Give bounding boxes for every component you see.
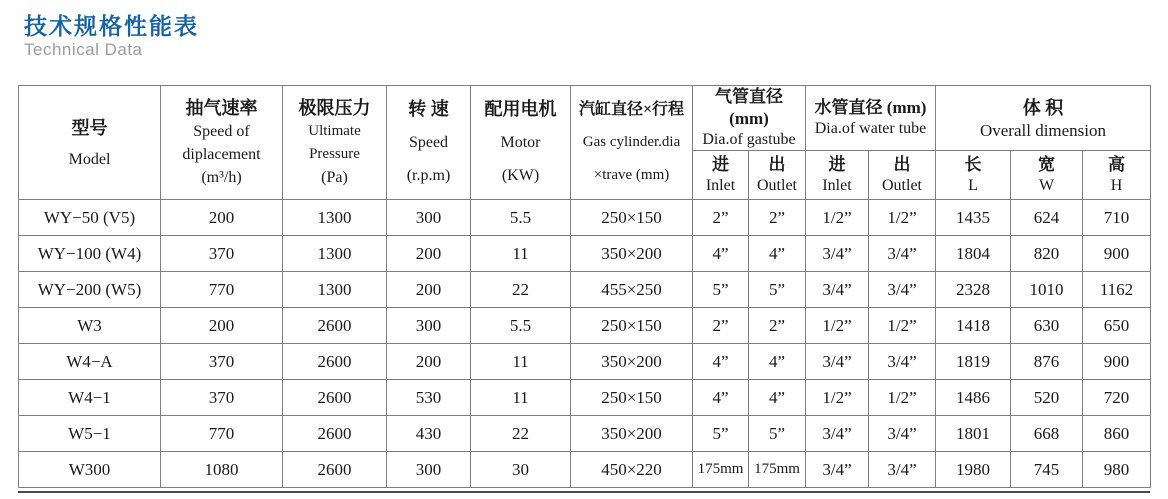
table-cell: 200 bbox=[387, 272, 471, 308]
table-cell: 250×150 bbox=[571, 200, 693, 236]
header-displacement-en2: diplacement bbox=[182, 145, 261, 163]
cell-model: W4−1 bbox=[19, 380, 161, 416]
table-cell: 30 bbox=[471, 452, 571, 488]
table-cell: 770 bbox=[161, 272, 283, 308]
table-cell: 900 bbox=[1083, 236, 1151, 272]
table-cell: 2” bbox=[749, 308, 806, 344]
table-cell: 1/2” bbox=[806, 380, 869, 416]
cell-model: W4−A bbox=[19, 344, 161, 380]
header-model bbox=[19, 86, 161, 200]
table-cell: 5” bbox=[693, 272, 749, 308]
table-cell: 175mm bbox=[693, 452, 749, 488]
table-cell: 2” bbox=[749, 200, 806, 236]
table-cell: 1/2” bbox=[869, 200, 936, 236]
header-overall-en: Overall dimension bbox=[979, 121, 1107, 140]
table-row bbox=[19, 380, 1151, 416]
table-cell: 22 bbox=[471, 416, 571, 452]
header-speed bbox=[387, 86, 471, 200]
table-cell: 745 bbox=[1011, 452, 1083, 488]
header-width-zh: 宽 bbox=[1038, 155, 1055, 174]
header-gas-inlet bbox=[693, 151, 749, 200]
table-cell: 1/2” bbox=[869, 308, 936, 344]
table-cell: 300 bbox=[387, 308, 471, 344]
header-height-zh: 高 bbox=[1108, 155, 1125, 174]
table-cell: 370 bbox=[161, 236, 283, 272]
table-cell: 2” bbox=[693, 308, 749, 344]
table-cell: 5.5 bbox=[471, 200, 571, 236]
header-overall bbox=[936, 86, 1151, 151]
header-pressure-zh: 极限压力 bbox=[298, 97, 371, 118]
table-cell: 250×150 bbox=[571, 308, 693, 344]
header-width bbox=[1011, 151, 1083, 200]
table-cell: 1162 bbox=[1083, 272, 1151, 308]
header-water-inlet-zh: 进 bbox=[828, 155, 846, 174]
header-pressure-en2: Pressure bbox=[309, 145, 360, 162]
header-height-en: H bbox=[1110, 177, 1123, 194]
table-cell: 300 bbox=[387, 452, 471, 488]
header-water-outlet-en: Outlet bbox=[882, 177, 922, 194]
cell-model: W3 bbox=[19, 308, 161, 344]
table-row bbox=[19, 416, 1151, 452]
table-cell: 3/4” bbox=[806, 452, 869, 488]
header-length bbox=[936, 151, 1011, 200]
cell-model: WY−200 (W5) bbox=[19, 272, 161, 308]
header-motor bbox=[471, 86, 571, 200]
technical-data-table bbox=[18, 85, 1151, 488]
page-title: 技术规格性能表 bbox=[24, 13, 199, 39]
header-speed-zh: 转 速 bbox=[408, 99, 449, 119]
table-cell: 2600 bbox=[283, 344, 387, 380]
header-water-tube bbox=[806, 86, 936, 151]
table-cell: 3/4” bbox=[806, 236, 869, 272]
table-cell: 1300 bbox=[283, 200, 387, 236]
cell-model: WY−100 (W4) bbox=[19, 236, 161, 272]
table-cell: 4” bbox=[749, 380, 806, 416]
header-pressure-unit: (Pa) bbox=[321, 168, 348, 186]
header-row-top bbox=[19, 86, 1151, 151]
table-cell: 350×200 bbox=[571, 236, 693, 272]
table-cell: 2600 bbox=[283, 308, 387, 344]
table-cell: 624 bbox=[1011, 200, 1083, 236]
header-displacement-en1: Speed of bbox=[193, 122, 250, 140]
header-height bbox=[1083, 151, 1151, 200]
table-row bbox=[19, 308, 1151, 344]
table-cell: 770 bbox=[161, 416, 283, 452]
table-cell: 22 bbox=[471, 272, 571, 308]
table-cell: 1/2” bbox=[806, 200, 869, 236]
table-cell: 720 bbox=[1083, 380, 1151, 416]
table-row bbox=[19, 452, 1151, 488]
table-row bbox=[19, 236, 1151, 272]
table-cell: 175mm bbox=[749, 452, 806, 488]
header-gas-inlet-en: Inlet bbox=[705, 177, 736, 194]
header-motor-zh: 配用电机 bbox=[484, 99, 557, 119]
header-water-outlet-zh: 出 bbox=[893, 155, 911, 174]
table-cell: 2” bbox=[693, 200, 749, 236]
header-gas-outlet-en: Outlet bbox=[757, 177, 797, 194]
header-displacement-zh: 抽气速率 bbox=[185, 97, 258, 118]
header-water-tube-zh: 水管直径 (mm) bbox=[814, 98, 927, 117]
table-row bbox=[19, 272, 1151, 308]
header-cylinder bbox=[571, 86, 693, 200]
header-gas-outlet bbox=[749, 151, 806, 200]
table-cell: 650 bbox=[1083, 308, 1151, 344]
table-cell: 3/4” bbox=[869, 344, 936, 380]
table-cell: 1801 bbox=[936, 416, 1011, 452]
table-cell: 1300 bbox=[283, 272, 387, 308]
table-cell: 450×220 bbox=[571, 452, 693, 488]
header-gas-tube-en: Dia.of gastube bbox=[702, 131, 796, 148]
table-cell: 200 bbox=[161, 200, 283, 236]
table-cell: 2328 bbox=[936, 272, 1011, 308]
table-cell: 710 bbox=[1083, 200, 1151, 236]
table-cell: 668 bbox=[1011, 416, 1083, 452]
header-cylinder-en2: ×trave (mm) bbox=[593, 167, 670, 183]
header-motor-en1: Motor bbox=[500, 134, 541, 151]
table-cell: 350×200 bbox=[571, 416, 693, 452]
header-water-inlet bbox=[806, 151, 869, 200]
header-model-zh: 型号 bbox=[71, 117, 108, 138]
header-displacement-unit: (m³/h) bbox=[201, 168, 242, 186]
table-cell: 200 bbox=[161, 308, 283, 344]
table-cell: 1080 bbox=[161, 452, 283, 488]
header-length-en: L bbox=[968, 177, 978, 194]
header-overall-zh: 体 积 bbox=[1022, 98, 1064, 118]
table-cell: 3/4” bbox=[806, 272, 869, 308]
table-cell: 4” bbox=[693, 380, 749, 416]
table-cell: 430 bbox=[387, 416, 471, 452]
header-cylinder-en1: Gas cylinder.dia bbox=[582, 134, 681, 150]
table-cell: 3/4” bbox=[869, 452, 936, 488]
table-cell: 1980 bbox=[936, 452, 1011, 488]
header-gas-tube-zh: 气管直径 (mm) bbox=[715, 87, 783, 128]
table-cell: 1486 bbox=[936, 380, 1011, 416]
table-cell: 2600 bbox=[283, 416, 387, 452]
table-cell: 980 bbox=[1083, 452, 1151, 488]
cell-model: WY−50 (V5) bbox=[19, 200, 161, 236]
table-cell: 2600 bbox=[283, 380, 387, 416]
table-cell: 11 bbox=[471, 380, 571, 416]
table-cell: 5.5 bbox=[471, 308, 571, 344]
table-cell: 1435 bbox=[936, 200, 1011, 236]
table-cell: 1819 bbox=[936, 344, 1011, 380]
table-cell: 4” bbox=[693, 344, 749, 380]
table-cell: 11 bbox=[471, 344, 571, 380]
table-cell: 5” bbox=[749, 272, 806, 308]
table-cell: 370 bbox=[161, 380, 283, 416]
header-length-zh: 长 bbox=[964, 155, 982, 174]
table-row bbox=[19, 200, 1151, 236]
table-row bbox=[19, 344, 1151, 380]
table-cell: 2600 bbox=[283, 452, 387, 488]
header-speed-en1: Speed bbox=[408, 134, 449, 151]
table-cell: 860 bbox=[1083, 416, 1151, 452]
table-cell: 3/4” bbox=[806, 344, 869, 380]
header-gas-tube bbox=[693, 86, 806, 151]
cell-model: W300 bbox=[19, 452, 161, 488]
header-water-outlet bbox=[869, 151, 936, 200]
table-cell: 200 bbox=[387, 344, 471, 380]
table-cell: 300 bbox=[387, 200, 471, 236]
header-displacement bbox=[161, 86, 283, 200]
table-cell: 4” bbox=[693, 236, 749, 272]
header-width-en: W bbox=[1038, 177, 1055, 194]
header-pressure bbox=[283, 86, 387, 200]
header-pressure-en1: Ultimate bbox=[308, 122, 361, 139]
table-cell: 200 bbox=[387, 236, 471, 272]
table-cell: 1/2” bbox=[869, 380, 936, 416]
page-subtitle: Technical Data bbox=[24, 40, 143, 59]
table-cell: 1/2” bbox=[806, 308, 869, 344]
cell-model: W5−1 bbox=[19, 416, 161, 452]
table-cell: 5” bbox=[693, 416, 749, 452]
header-gas-inlet-zh: 进 bbox=[712, 155, 729, 174]
table-cell: 370 bbox=[161, 344, 283, 380]
table-cell: 530 bbox=[387, 380, 471, 416]
table-cell: 3/4” bbox=[806, 416, 869, 452]
table-cell: 1010 bbox=[1011, 272, 1083, 308]
table-cell: 1804 bbox=[936, 236, 1011, 272]
header-motor-unit: (KW) bbox=[501, 167, 540, 184]
table-cell: 820 bbox=[1011, 236, 1083, 272]
header-water-inlet-en: Inlet bbox=[822, 177, 852, 194]
table-cell: 520 bbox=[1011, 380, 1083, 416]
table-cell: 4” bbox=[749, 344, 806, 380]
table-bottom-rule bbox=[18, 491, 1150, 493]
table-cell: 1300 bbox=[283, 236, 387, 272]
table-cell: 455×250 bbox=[571, 272, 693, 308]
table-cell: 900 bbox=[1083, 344, 1151, 380]
table-cell: 876 bbox=[1011, 344, 1083, 380]
table-cell: 5” bbox=[749, 416, 806, 452]
header-cylinder-zh: 汽缸直径×行程 bbox=[578, 101, 685, 118]
header-gas-outlet-zh: 出 bbox=[768, 155, 786, 174]
table-cell: 3/4” bbox=[869, 416, 936, 452]
table-cell: 11 bbox=[471, 236, 571, 272]
table-cell: 630 bbox=[1011, 308, 1083, 344]
header-water-tube-en: Dia.of water tube bbox=[814, 120, 927, 137]
table-cell: 250×150 bbox=[571, 380, 693, 416]
table-cell: 3/4” bbox=[869, 272, 936, 308]
table-cell: 4” bbox=[749, 236, 806, 272]
table-cell: 1418 bbox=[936, 308, 1011, 344]
header-speed-unit: (r.p.m) bbox=[406, 167, 451, 184]
table-cell: 3/4” bbox=[869, 236, 936, 272]
header-model-en: Model bbox=[68, 150, 111, 168]
table-cell: 350×200 bbox=[571, 344, 693, 380]
